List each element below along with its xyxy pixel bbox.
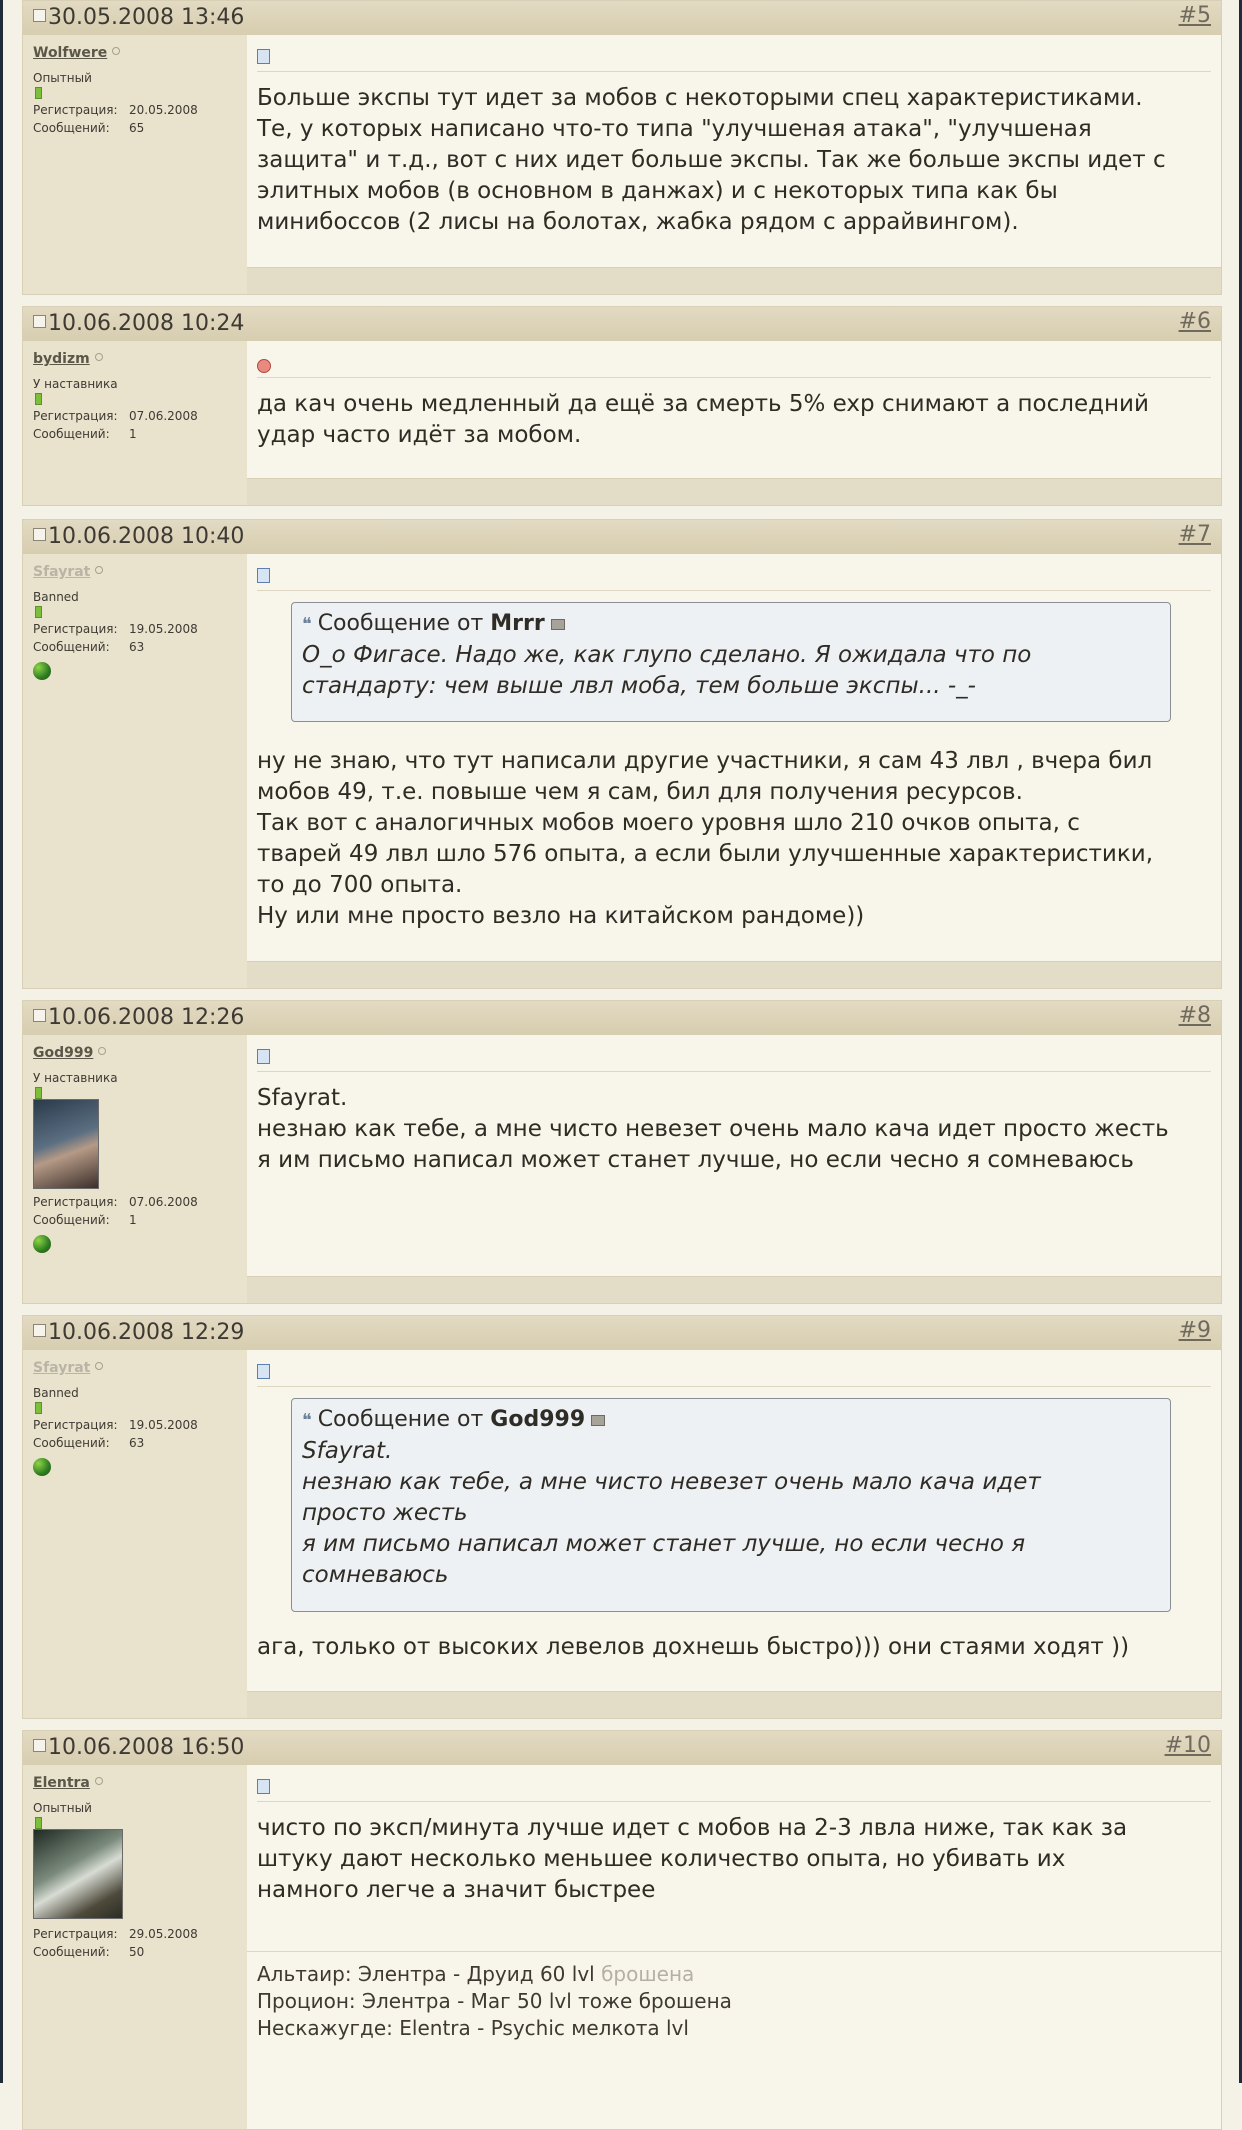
post-permalink[interactable]: #5 <box>1178 3 1211 28</box>
angry-face-icon <box>257 359 271 373</box>
offline-status-icon <box>95 566 103 574</box>
post-date: 10.06.2008 12:29 <box>33 1320 244 1345</box>
post-footer <box>247 961 1221 988</box>
post-permalink[interactable]: #10 <box>1164 1733 1211 1758</box>
user-registration: Регистрация: 07.06.2008 <box>33 409 198 423</box>
post-status-icon <box>33 1324 46 1337</box>
post-5 <box>22 0 1222 295</box>
signature-line: Нескажугде: Elentra - Psychic мелкота lvl <box>257 2016 689 2040</box>
post-footer <box>247 1276 1221 1303</box>
post-text: чисто по эксп/минута лучше идет с мобов на 2-3 лвла ниже, так как за штуку дают несколько меньшее количество опыта, но убивать их намного легче а значит быстрее <box>257 1815 1128 1903</box>
view-post-icon[interactable] <box>591 1415 605 1426</box>
post-footer <box>247 1691 1221 1718</box>
offline-status-icon <box>112 47 120 55</box>
divider <box>257 377 1211 378</box>
post-6 <box>22 306 1222 506</box>
offline-status-icon <box>95 353 103 361</box>
post-body <box>247 554 1221 962</box>
quote-block <box>291 602 1171 722</box>
offline-status-icon <box>98 1047 106 1055</box>
post-header <box>23 520 1221 555</box>
quote-text: Sfayrat. незнаю как тебе, а мне чисто невезет очень мало кача идет просто жесть я им письмо написал может станет лучше, но если чесно я сомневаюсь <box>302 1438 1041 1588</box>
post-date: 10.06.2008 12:26 <box>33 1005 244 1030</box>
post-body <box>247 35 1221 268</box>
message-icon <box>257 1779 270 1794</box>
post-date: 10.06.2008 10:24 <box>33 311 244 336</box>
user-title: Опытный <box>33 71 92 85</box>
window-frame-left <box>0 0 3 2083</box>
post-body <box>247 1765 1221 2129</box>
signature <box>257 1961 732 2042</box>
post-header <box>23 1 1221 36</box>
user-registration: Регистрация: 19.05.2008 <box>33 1418 198 1432</box>
post-10 <box>22 1730 1222 2130</box>
post-text: да кач очень медленный да ещё за смерть 5% exp снимают а последний удар часто идёт за мобом. <box>257 391 1149 448</box>
user-post-count: Сообщений: 50 <box>33 1945 145 1959</box>
avatar <box>33 1829 123 1919</box>
post-status-icon <box>33 528 46 541</box>
post-header <box>23 1316 1221 1351</box>
post-status-icon <box>33 315 46 328</box>
username-link[interactable]: Wolfwere <box>33 45 120 61</box>
post-header <box>23 1001 1221 1036</box>
post-permalink[interactable]: #9 <box>1178 1318 1211 1343</box>
post-text: ага, только от высоких левелов дохнешь быстро))) они стаями ходят )) <box>257 1634 1130 1660</box>
post-body <box>247 1350 1221 1692</box>
divider <box>257 1801 1211 1802</box>
user-info <box>23 341 247 505</box>
username-link[interactable]: Sfayrat <box>33 564 103 580</box>
view-post-icon[interactable] <box>551 619 565 630</box>
post-date: 10.06.2008 10:40 <box>33 524 244 549</box>
post-8 <box>22 1000 1222 1304</box>
quote-block <box>291 1398 1171 1612</box>
clover-icon <box>33 662 51 680</box>
user-title: У наставника <box>33 377 118 391</box>
user-post-count: Сообщений: 63 <box>33 640 145 654</box>
post-footer <box>247 478 1221 505</box>
post-status-icon <box>33 9 46 22</box>
post-date: 30.05.2008 13:46 <box>33 5 244 30</box>
username-link[interactable]: bydizm <box>33 351 103 367</box>
offline-status-icon <box>95 1362 103 1370</box>
divider <box>257 1071 1211 1072</box>
user-registration: Регистрация: 29.05.2008 <box>33 1927 198 1941</box>
reputation-icon <box>35 606 42 618</box>
user-registration: Регистрация: 07.06.2008 <box>33 1195 198 1209</box>
post-text: Sfayrat. незнаю как тебе, а мне чисто невезет очень мало кача идет просто жесть я им письмо написал может станет лучше, но если чесно я сомневаюсь <box>257 1085 1169 1173</box>
avatar <box>33 1099 99 1189</box>
post-permalink[interactable]: #6 <box>1178 309 1211 334</box>
username-link[interactable]: Sfayrat <box>33 1360 103 1376</box>
signature-line: Альтаир: Элентра - Друид 60 lvl брошена <box>257 1962 695 1986</box>
offline-status-icon <box>95 1777 103 1785</box>
post-header <box>23 307 1221 342</box>
post-text: Больше экспы тут идет за мобов с некоторыми спец характеристиками. Те, у которых написано что-то типа "улучшеная атака", "улучшеная защита" и т.д., вот с них идет больше экспы. Так же больше экспы идет с элитных мобов (в основном в данжах) и с некоторых типа как бы минибоссов (2 лисы на болотах, жабка рядом с аррайвингом). <box>257 85 1166 235</box>
user-info <box>23 35 247 294</box>
user-title: У наставника <box>33 1071 118 1085</box>
clover-icon <box>33 1458 51 1476</box>
post-body <box>247 341 1221 479</box>
user-info <box>23 1765 247 2129</box>
post-7 <box>22 519 1222 989</box>
user-post-count: Сообщений: 63 <box>33 1436 145 1450</box>
quote-icon: ❝ <box>302 614 312 635</box>
clover-icon <box>33 1235 51 1253</box>
user-title: Banned <box>33 590 79 604</box>
user-info <box>23 1350 247 1718</box>
post-date: 10.06.2008 16:50 <box>33 1735 244 1760</box>
quote-icon: ❝ <box>302 1410 312 1431</box>
reputation-icon <box>35 1402 42 1414</box>
message-icon <box>257 49 270 64</box>
message-icon <box>257 1364 270 1379</box>
user-info <box>23 1035 247 1303</box>
username-link[interactable]: God999 <box>33 1045 106 1061</box>
quote-text: О_о Фигасе. Надо же, как глупо сделано. Я ожидала что по стандарту: чем выше лвл моба, тем больше экспы... -_- <box>302 642 1032 699</box>
user-post-count: Сообщений: 1 <box>33 427 137 441</box>
post-text: ну не знаю, что тут написали другие участники, я сам 43 лвл , вчера бил мобов 49, т.е. повыше чем я сам, бил для получения ресурсов. Так вот с аналогичных мобов моего уровня шло 210 очков опыта, с тварей 49 лвл шло 576 опыта, а если были улучшенные характеристики, то до 700 опыта. Ну или мне просто везло на китайском рандоме)) <box>257 748 1154 929</box>
reputation-icon <box>35 1087 42 1099</box>
user-info <box>23 554 247 988</box>
signature-line: Процион: Элентра - Маг 50 lvl тоже брошена <box>257 1989 732 2013</box>
user-title: Banned <box>33 1386 79 1400</box>
reputation-icon <box>35 393 42 405</box>
reputation-icon <box>35 1817 42 1829</box>
user-post-count: Сообщений: 65 <box>33 121 145 135</box>
post-footer <box>247 267 1221 294</box>
message-icon <box>257 568 270 583</box>
user-post-count: Сообщений: 1 <box>33 1213 137 1227</box>
signature-divider <box>247 1951 1221 1952</box>
post-9 <box>22 1315 1222 1719</box>
divider <box>257 590 1211 591</box>
quote-header: ❝ Сообщение от Mrrr <box>302 609 1160 640</box>
post-permalink[interactable]: #7 <box>1178 522 1211 547</box>
user-registration: Регистрация: 20.05.2008 <box>33 103 198 117</box>
post-status-icon <box>33 1009 46 1022</box>
post-body <box>247 1035 1221 1277</box>
divider <box>257 1386 1211 1387</box>
post-permalink[interactable]: #8 <box>1178 1003 1211 1028</box>
post-header <box>23 1731 1221 1766</box>
message-icon <box>257 1049 270 1064</box>
quote-header: ❝ Сообщение от God999 <box>302 1405 1160 1436</box>
user-title: Опытный <box>33 1801 92 1815</box>
username-link[interactable]: Elentra <box>33 1775 103 1791</box>
post-status-icon <box>33 1739 46 1752</box>
divider <box>257 71 1211 72</box>
user-registration: Регистрация: 19.05.2008 <box>33 622 198 636</box>
reputation-icon <box>35 87 42 99</box>
